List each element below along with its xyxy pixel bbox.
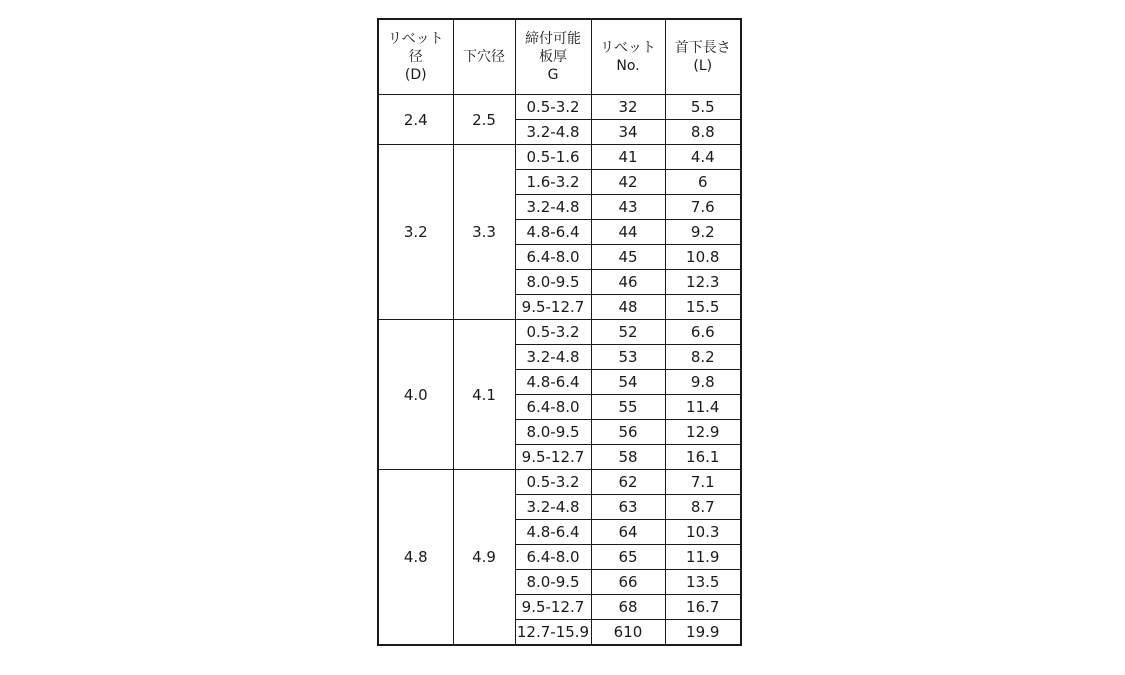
grip-range-cell: 8.0-9.5 [515, 420, 591, 445]
table-row [378, 320, 741, 345]
grip-range-cell: 4.8-6.4 [515, 220, 591, 245]
hole-diameter-cell: 2.5 [453, 95, 515, 145]
length-cell: 15.5 [665, 295, 741, 320]
grip-range-cell: 0.5-3.2 [515, 320, 591, 345]
grip-range-cell: 3.2-4.8 [515, 345, 591, 370]
grip-range-cell: 9.5-12.7 [515, 295, 591, 320]
length-cell: 12.9 [665, 420, 741, 445]
rivet-number-cell: 58 [591, 445, 665, 470]
grip-range-cell: 3.2-4.8 [515, 120, 591, 145]
length-cell: 11.4 [665, 395, 741, 420]
length-cell: 12.3 [665, 270, 741, 295]
table-row [378, 95, 741, 120]
header-hole-diameter [453, 19, 515, 95]
grip-range-cell: 0.5-1.6 [515, 145, 591, 170]
length-cell: 16.7 [665, 595, 741, 620]
grip-range-cell: 0.5-3.2 [515, 470, 591, 495]
rivet-diameter-cell: 4.8 [378, 470, 453, 646]
rivet-number-cell: 52 [591, 320, 665, 345]
grip-range-cell: 6.4-8.0 [515, 245, 591, 270]
rivet-number-cell: 68 [591, 595, 665, 620]
grip-range-cell: 6.4-8.0 [515, 395, 591, 420]
grip-range-cell: 8.0-9.5 [515, 570, 591, 595]
length-cell: 10.8 [665, 245, 741, 270]
rivet-number-cell: 34 [591, 120, 665, 145]
table-row [378, 470, 741, 495]
length-cell: 8.8 [665, 120, 741, 145]
header-rivet-diameter [378, 19, 453, 95]
rivet-number-cell: 41 [591, 145, 665, 170]
rivet-number-cell: 66 [591, 570, 665, 595]
rivet-diameter-cell: 4.0 [378, 320, 453, 470]
length-cell: 19.9 [665, 620, 741, 646]
rivet-number-cell: 32 [591, 95, 665, 120]
rivet-number-cell: 46 [591, 270, 665, 295]
length-cell: 4.4 [665, 145, 741, 170]
length-cell: 11.9 [665, 545, 741, 570]
header-line: 下穴径 [463, 49, 505, 65]
header-grip-range [515, 19, 591, 95]
length-cell: 16.1 [665, 445, 741, 470]
length-cell: 5.5 [665, 95, 741, 120]
header-row [378, 19, 741, 95]
hole-diameter-cell: 4.9 [453, 470, 515, 646]
rivet-number-cell: 63 [591, 495, 665, 520]
grip-range-cell: 4.8-6.4 [515, 370, 591, 395]
length-cell: 6.6 [665, 320, 741, 345]
rivet-number-cell: 48 [591, 295, 665, 320]
rivet-number-cell: 65 [591, 545, 665, 570]
length-cell: 7.6 [665, 195, 741, 220]
length-cell: 13.5 [665, 570, 741, 595]
header-rivet-number [591, 19, 665, 95]
header-length-under-head [665, 19, 741, 95]
length-cell: 8.2 [665, 345, 741, 370]
header-line: リベット [387, 31, 444, 47]
rivet-number-cell: 53 [591, 345, 665, 370]
header-line: (L) [693, 58, 713, 74]
header-line: 締付可能 [525, 31, 581, 47]
grip-range-cell: 3.2-4.8 [515, 495, 591, 520]
grip-range-cell: 0.5-3.2 [515, 95, 591, 120]
length-cell: 8.7 [665, 495, 741, 520]
rivet-number-cell: 610 [591, 620, 665, 646]
rivet-number-cell: 55 [591, 395, 665, 420]
hole-diameter-cell: 4.1 [453, 320, 515, 470]
rivet-number-cell: 44 [591, 220, 665, 245]
rivet-number-cell: 42 [591, 170, 665, 195]
grip-range-cell: 4.8-6.4 [515, 520, 591, 545]
length-cell: 6 [665, 170, 741, 195]
grip-range-cell: 9.5-12.7 [515, 445, 591, 470]
header-line: リベット [600, 40, 656, 56]
length-cell: 10.3 [665, 520, 741, 545]
table-row [378, 145, 741, 170]
header-line: 板厚 [539, 49, 567, 65]
rivet-number-cell: 62 [591, 470, 665, 495]
header-line: G [547, 67, 559, 83]
header-line: (D) [404, 67, 427, 83]
header-line: 首下長さ [674, 40, 731, 56]
rivet-number-cell: 56 [591, 420, 665, 445]
length-cell: 9.8 [665, 370, 741, 395]
hole-diameter-cell: 3.3 [453, 145, 515, 320]
rivet-spec-table [377, 18, 742, 646]
rivet-number-cell: 45 [591, 245, 665, 270]
grip-range-cell: 1.6-3.2 [515, 170, 591, 195]
length-cell: 9.2 [665, 220, 741, 245]
grip-range-cell: 12.7-15.9 [515, 620, 591, 646]
rivet-number-cell: 54 [591, 370, 665, 395]
grip-range-cell: 8.0-9.5 [515, 270, 591, 295]
grip-range-cell: 9.5-12.7 [515, 595, 591, 620]
rivet-diameter-cell: 3.2 [378, 145, 453, 320]
length-cell: 7.1 [665, 470, 741, 495]
table-body [378, 95, 741, 646]
grip-range-cell: 3.2-4.8 [515, 195, 591, 220]
grip-range-cell: 6.4-8.0 [515, 545, 591, 570]
rivet-diameter-cell: 2.4 [378, 95, 453, 145]
header-line: No. [616, 58, 640, 74]
rivet-number-cell: 43 [591, 195, 665, 220]
header-line: 径 [408, 49, 423, 65]
rivet-number-cell: 64 [591, 520, 665, 545]
